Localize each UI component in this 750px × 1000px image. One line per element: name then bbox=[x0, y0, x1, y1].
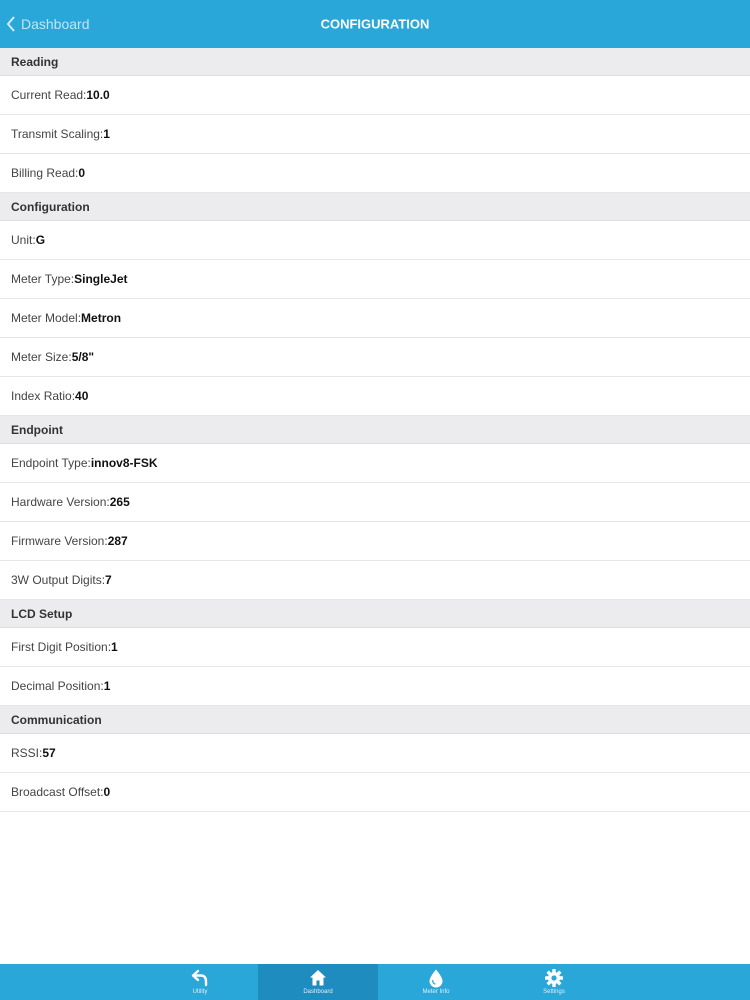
row-value: 0 bbox=[103, 785, 111, 799]
row-meter-size bbox=[0, 338, 750, 377]
tab-bar bbox=[0, 964, 750, 1000]
tab-label: Utility bbox=[192, 989, 208, 995]
row-value: 287 bbox=[107, 534, 128, 548]
row-value: G bbox=[35, 233, 46, 247]
configuration-list bbox=[0, 48, 750, 812]
section-header-communication: Communication bbox=[0, 706, 750, 734]
row-label: Hardware Version: bbox=[11, 495, 110, 509]
section-header-endpoint: Endpoint bbox=[0, 416, 750, 444]
row-label: Decimal Position: bbox=[11, 679, 104, 693]
tab-label: Settings bbox=[543, 989, 565, 995]
section-header-lcd-setup: LCD Setup bbox=[0, 600, 750, 628]
water-drop-icon bbox=[426, 968, 446, 988]
row-endpoint-type bbox=[0, 444, 750, 483]
row-value: 0 bbox=[78, 166, 86, 180]
row-value: 40 bbox=[75, 389, 89, 403]
row-first-digit-position bbox=[0, 628, 750, 667]
gear-icon bbox=[544, 968, 564, 988]
row-label: First Digit Position: bbox=[11, 640, 112, 654]
row-label: Meter Size: bbox=[11, 350, 72, 364]
row-label: Index Ratio: bbox=[11, 389, 76, 403]
row-broadcast-offset bbox=[0, 773, 750, 812]
row-label: Broadcast Offset: bbox=[11, 785, 104, 799]
return-arrow-icon bbox=[190, 968, 210, 988]
section-header-reading: Reading bbox=[0, 48, 750, 76]
row-firmware-version bbox=[0, 522, 750, 561]
row-label: Transmit Scaling: bbox=[11, 127, 104, 141]
page-title: CONFIGURATION bbox=[320, 16, 430, 32]
row-index-ratio bbox=[0, 377, 750, 416]
row-value: innov8-FSK bbox=[90, 456, 158, 470]
row-value: 265 bbox=[109, 495, 130, 509]
row-value: 1 bbox=[111, 640, 118, 654]
tab-settings[interactable] bbox=[494, 964, 614, 1000]
home-icon bbox=[308, 968, 328, 988]
row-meter-type bbox=[0, 260, 750, 299]
row-unit bbox=[0, 221, 750, 260]
row-label: Unit: bbox=[11, 233, 36, 247]
row-label: Current Read: bbox=[11, 88, 87, 102]
row-value: 5/8" bbox=[71, 350, 95, 364]
row-rssi bbox=[0, 734, 750, 773]
row-label: Firmware Version: bbox=[11, 534, 108, 548]
row-value: 1 bbox=[103, 127, 110, 141]
section-header-configuration: Configuration bbox=[0, 193, 750, 221]
tab-label: Meter Info bbox=[422, 989, 450, 995]
tab-dashboard[interactable] bbox=[258, 964, 378, 1000]
row-value: Metron bbox=[81, 311, 122, 325]
row-label: Endpoint Type: bbox=[11, 456, 91, 470]
row-3w-output-digits bbox=[0, 561, 750, 600]
row-billing-read bbox=[0, 154, 750, 193]
navigation-bar bbox=[0, 0, 750, 48]
row-value: 7 bbox=[105, 573, 112, 587]
row-label: Meter Type: bbox=[11, 272, 75, 286]
back-button-label: Dashboard bbox=[21, 16, 90, 32]
row-hardware-version bbox=[0, 483, 750, 522]
row-value: 57 bbox=[42, 746, 56, 760]
tab-label: Dashboard bbox=[303, 989, 333, 995]
row-label: 3W Output Digits: bbox=[11, 573, 106, 587]
tab-meter-info[interactable] bbox=[376, 964, 496, 1000]
row-decimal-position bbox=[0, 667, 750, 706]
row-value: SingleJet bbox=[74, 272, 128, 286]
row-label: RSSI: bbox=[11, 746, 43, 760]
row-meter-model bbox=[0, 299, 750, 338]
row-label: Billing Read: bbox=[11, 166, 79, 180]
row-label: Meter Model: bbox=[11, 311, 82, 325]
row-current-read bbox=[0, 76, 750, 115]
tab-utility[interactable] bbox=[140, 964, 260, 1000]
row-value: 10.0 bbox=[86, 88, 110, 102]
row-transmit-scaling bbox=[0, 115, 750, 154]
row-value: 1 bbox=[103, 679, 111, 693]
